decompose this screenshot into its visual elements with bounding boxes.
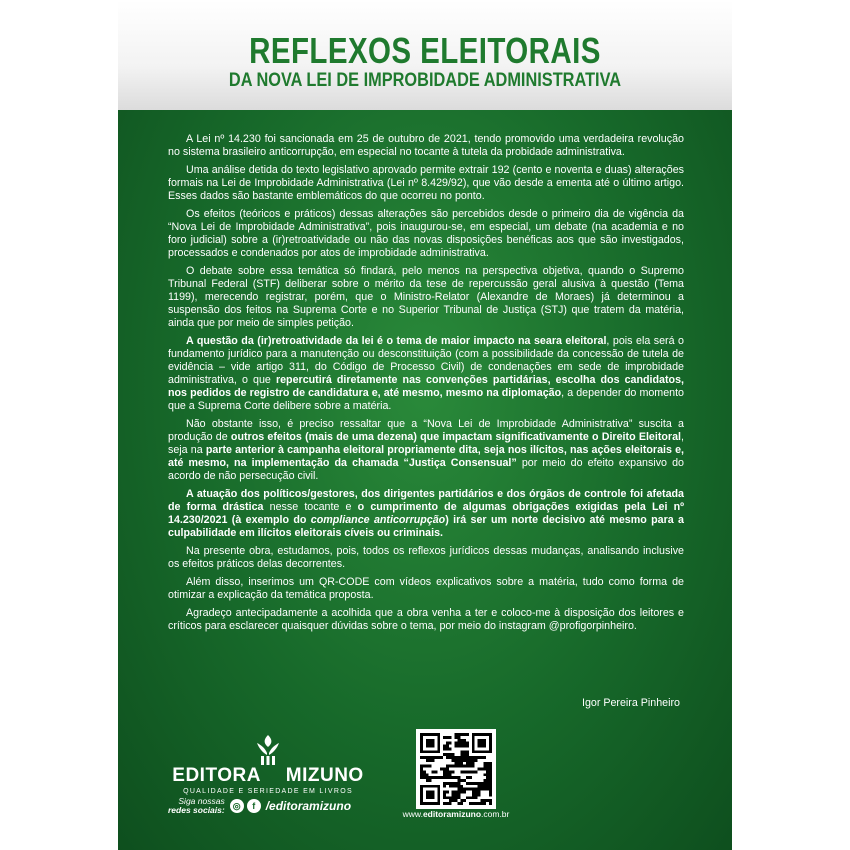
publisher-footer [118, 725, 732, 850]
publisher-logo [168, 733, 368, 795]
synopsis-paragraph: Além disso, inserimos um QR-CODE com vídeos explicativos sobre a matéria, tudo como forma de otimizar a explicação da temática proposta. [168, 576, 684, 601]
synopsis-paragraph: A questão da (ir)retroatividade da lei é o tema de maior impacto na seara eleitoral, pois ela será o fundamento jurídico para a manutenção ou desconstituição (com a possibilidade da concessão de tutela de evidência – vide artigo 311, do Código de Processo Civil) de condenações em sede de improbidade administrativa, o que repercutirá diretamente nas convenções partidárias, escolha dos candidatos, nos pedidos de registro de candidatura e, até mesmo, mesmo na diplomação, a depender do momento que a Suprema Corte delibere sobre a matéria. [168, 335, 684, 412]
social-label: Siga nossas redes sociais: [168, 796, 225, 815]
book-subtitle: DA NOVA LEI DE IMPROBIDADE ADMINISTRATIVA [228, 70, 622, 91]
website-link[interactable]: www.editoramizuno.com.br [402, 809, 510, 819]
instagram-icon[interactable]: ◎ [230, 799, 244, 813]
book-title: REFLEXOS ELEITORAIS [249, 30, 601, 71]
qr-code-icon[interactable] [416, 729, 496, 809]
publisher-tagline: QUALIDADE E SERIEDADE EM LIVROS [183, 788, 353, 795]
book-back-cover [118, 0, 732, 850]
synopsis-paragraph: A atuação dos políticos/gestores, dos dirigentes partidários e dos órgãos de controle foi afetada de forma drástica nesse tocante e o cumprimento de algumas obrigações exigidas pela Lei nº 14.230/2021 (à exemplo do compliance anticorrupção) irá ser um norte decisivo até mesmo para a culpabilidade em ilícitos eleitorais cíveis ou criminais. [168, 488, 684, 539]
header-band [118, 0, 732, 110]
synopsis-paragraph: Agradeço antecipadamente a acolhida que a obra venha a ter e coloco-me à disposição dos leitores e críticos para esclarecer quaisquer dúvidas sobre o tema, por meio do instagram @profigorpinheiro. [168, 607, 684, 632]
publisher-name: EDITORA MIZUNO [172, 765, 364, 786]
synopsis-paragraph: Na presente obra, estudamos, pois, todos os reflexos jurídicos dessas mudanças, analisando inclusive os efeitos práticos delas decorrentes. [168, 545, 684, 570]
synopsis-text [168, 133, 684, 638]
mizuno-logo-icon [253, 733, 283, 765]
synopsis-paragraph: Uma análise detida do texto legislativo aprovado permite extrair 192 (cento e noventa e duas) alterações formais na Lei de Improbidade Administrativa (Lei nº 8.429/92), que vão desde a ementa até o último artigo. Esses dados são bastante emblemáticos do que ocorreu no ponto. [168, 164, 684, 202]
synopsis-paragraph: Os efeitos (teóricos e práticos) dessas alterações são percebidos desde o primeiro dia de vigência da “Nova Lei de Improbidade Administrativa”, pois inaugurou-se, em especial, um debate (na academia e no foro judicial) sobre a (ir)retroatividade ou não das novas disposições benéficas aos que são investigados, processados e condenados por atos de improbidade administrativa. [168, 208, 684, 259]
synopsis-paragraph: A Lei nº 14.230 foi sancionada em 25 de outubro de 2021, tendo promovido uma verdadeira revolução no sistema brasileiro anticorrupção, em especial no tocante à tutela da probidade administrativa. [168, 133, 684, 158]
social-media [168, 797, 351, 815]
synopsis-paragraph: Não obstante isso, é preciso ressaltar que a “Nova Lei de Improbidade Administrativa” suscita a produção de outros efeitos (mais de uma dezena) que impactam significativamente o Direito Eleitoral, seja na parte anterior à campanha eleitoral propriamente dita, seja nos ilícitos, nas ações eleitorais e, até mesmo, na implementação da chamada “Justiça Consensual” por meio do efeito expansivo do acordo de não persecução civil. [168, 418, 684, 482]
synopsis-paragraph: O debate sobre essa temática só findará, pelo menos na perspectiva objetiva, quando o Supremo Tribunal Federal (STF) deliberar sobre o mérito da tese de repercussão geral alusiva à questão (Tema 1199), merecendo registrar, porém, que o Ministro-Relator (Alexandre de Moraes) já determinou a suspensão dos feitos na Suprema Corte e no Superior Tribunal de Justiça (STJ) que tratem da matéria, ainda que por meio de simples petição. [168, 265, 684, 329]
author-signature: Igor Pereira Pinheiro [581, 697, 680, 709]
facebook-icon[interactable]: f [247, 799, 261, 813]
social-handle[interactable]: /editoramizuno [265, 799, 352, 813]
